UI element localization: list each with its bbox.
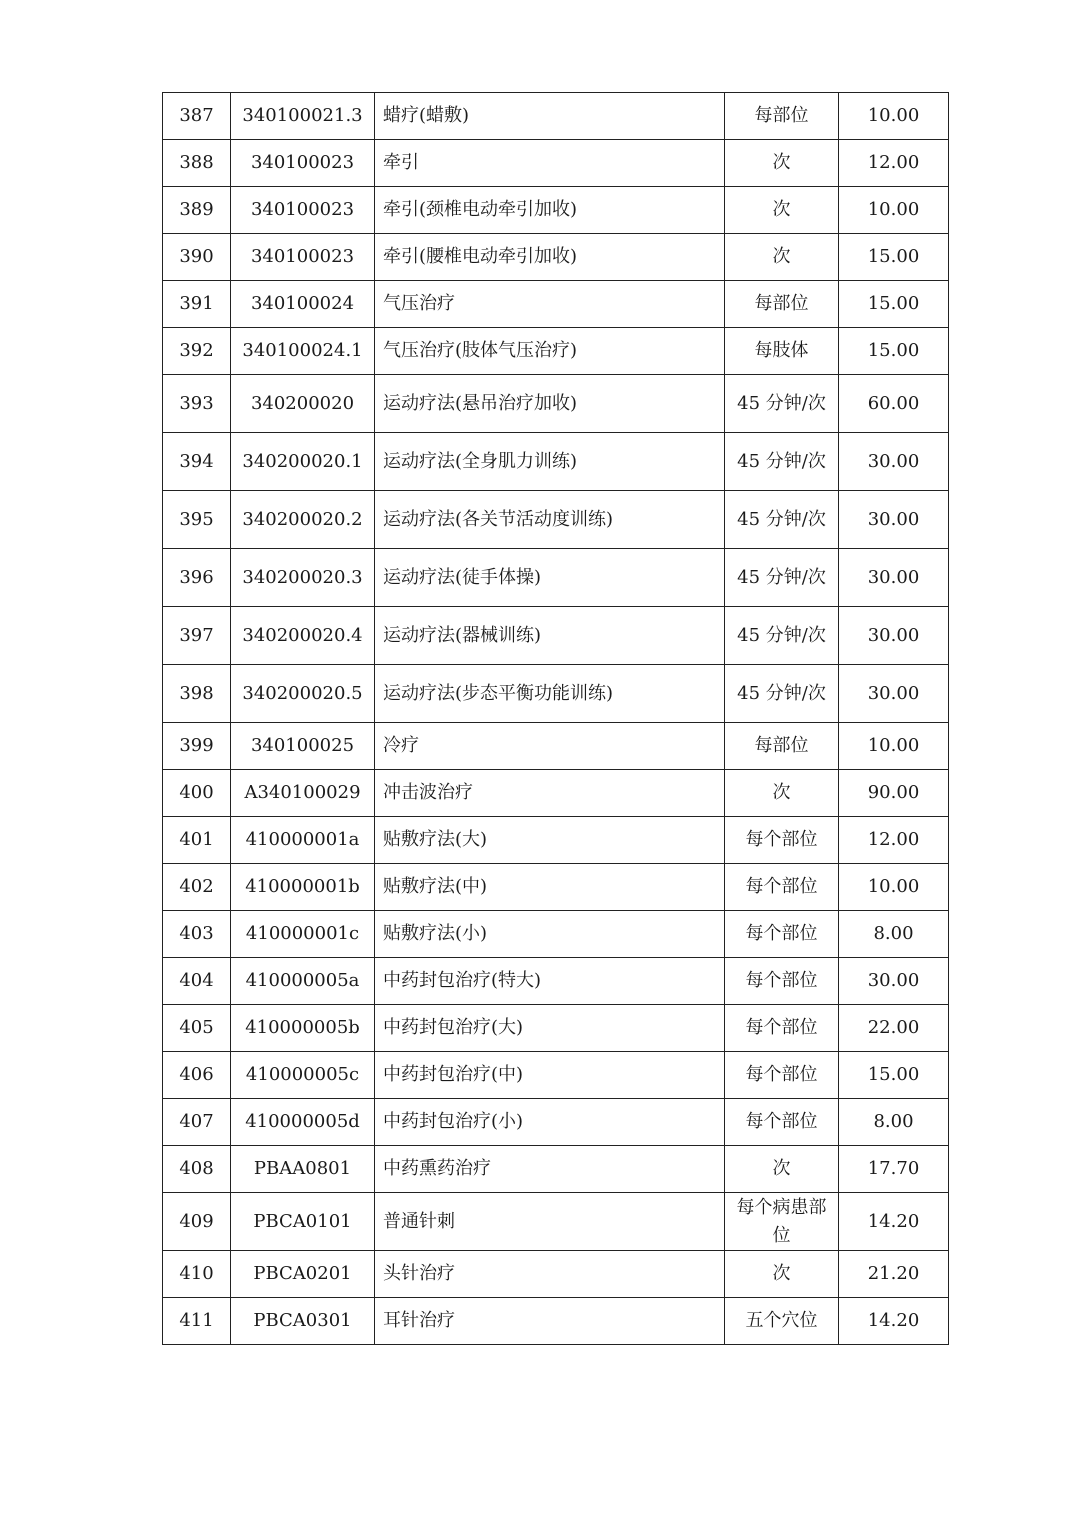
item-code: 410000005a — [231, 958, 375, 1005]
unit: 45 分钟/次 — [725, 491, 839, 549]
price: 15.00 — [839, 281, 949, 328]
row-number: 403 — [163, 911, 231, 958]
item-name: 贴敷疗法(大) — [375, 817, 725, 864]
price: 8.00 — [839, 1099, 949, 1146]
item-code: 340100023 — [231, 187, 375, 234]
row-number: 408 — [163, 1146, 231, 1193]
row-number: 410 — [163, 1251, 231, 1298]
table-row — [163, 549, 949, 607]
item-code: 340100025 — [231, 723, 375, 770]
item-name: 运动疗法(步态平衡功能训练) — [375, 665, 725, 723]
row-number: 392 — [163, 328, 231, 375]
item-name: 贴敷疗法(小) — [375, 911, 725, 958]
unit: 每个部位 — [725, 817, 839, 864]
price: 15.00 — [839, 328, 949, 375]
unit: 次 — [725, 140, 839, 187]
item-code: 410000005c — [231, 1052, 375, 1099]
row-number: 388 — [163, 140, 231, 187]
row-number: 401 — [163, 817, 231, 864]
row-number: 404 — [163, 958, 231, 1005]
item-name: 头针治疗 — [375, 1251, 725, 1298]
item-code: PBCA0101 — [231, 1193, 375, 1251]
item-code: A340100029 — [231, 770, 375, 817]
price: 17.70 — [839, 1146, 949, 1193]
table-row — [163, 140, 949, 187]
unit: 每个部位 — [725, 1052, 839, 1099]
price: 30.00 — [839, 491, 949, 549]
item-code: 340200020.3 — [231, 549, 375, 607]
item-name: 耳针治疗 — [375, 1298, 725, 1345]
fee-schedule-table — [162, 92, 949, 1345]
price: 30.00 — [839, 607, 949, 665]
table-row — [163, 864, 949, 911]
table-body — [163, 93, 949, 1345]
price: 90.00 — [839, 770, 949, 817]
table-row — [163, 375, 949, 433]
table-row — [163, 1005, 949, 1052]
row-number: 387 — [163, 93, 231, 140]
price: 14.20 — [839, 1298, 949, 1345]
table-row — [163, 1146, 949, 1193]
row-number: 406 — [163, 1052, 231, 1099]
price: 10.00 — [839, 187, 949, 234]
item-name: 牵引 — [375, 140, 725, 187]
unit: 次 — [725, 1146, 839, 1193]
row-number: 402 — [163, 864, 231, 911]
table-row — [163, 958, 949, 1005]
item-code: PBAA0801 — [231, 1146, 375, 1193]
item-code: 340100021.3 — [231, 93, 375, 140]
table-row — [163, 1099, 949, 1146]
table-row — [163, 433, 949, 491]
item-code: 340100023 — [231, 140, 375, 187]
item-code: PBCA0301 — [231, 1298, 375, 1345]
table-row — [163, 770, 949, 817]
item-code: 340100024.1 — [231, 328, 375, 375]
item-name: 运动疗法(全身肌力训练) — [375, 433, 725, 491]
unit: 次 — [725, 770, 839, 817]
item-name: 气压治疗(肢体气压治疗) — [375, 328, 725, 375]
unit: 五个穴位 — [725, 1298, 839, 1345]
item-code: 340200020 — [231, 375, 375, 433]
item-code: 340100024 — [231, 281, 375, 328]
item-name: 牵引(颈椎电动牵引加收) — [375, 187, 725, 234]
item-code: 340100023 — [231, 234, 375, 281]
price: 10.00 — [839, 93, 949, 140]
item-code: 410000001b — [231, 864, 375, 911]
row-number: 405 — [163, 1005, 231, 1052]
price: 8.00 — [839, 911, 949, 958]
item-code: 340200020.5 — [231, 665, 375, 723]
item-name: 牵引(腰椎电动牵引加收) — [375, 234, 725, 281]
price: 30.00 — [839, 433, 949, 491]
item-name: 运动疗法(徒手体操) — [375, 549, 725, 607]
table-row — [163, 93, 949, 140]
table-row — [163, 911, 949, 958]
row-number: 390 — [163, 234, 231, 281]
row-number: 398 — [163, 665, 231, 723]
row-number: 396 — [163, 549, 231, 607]
price: 22.00 — [839, 1005, 949, 1052]
item-name: 运动疗法(各关节活动度训练) — [375, 491, 725, 549]
item-code: 410000001c — [231, 911, 375, 958]
unit: 45 分钟/次 — [725, 665, 839, 723]
price: 15.00 — [839, 1052, 949, 1099]
item-name: 蜡疗(蜡敷) — [375, 93, 725, 140]
row-number: 400 — [163, 770, 231, 817]
table-row — [163, 491, 949, 549]
table-row — [163, 1251, 949, 1298]
table-row — [163, 723, 949, 770]
item-name: 中药封包治疗(大) — [375, 1005, 725, 1052]
row-number: 397 — [163, 607, 231, 665]
item-code: PBCA0201 — [231, 1251, 375, 1298]
price: 60.00 — [839, 375, 949, 433]
item-name: 气压治疗 — [375, 281, 725, 328]
unit: 每个部位 — [725, 864, 839, 911]
item-code: 340200020.2 — [231, 491, 375, 549]
unit: 45 分钟/次 — [725, 607, 839, 665]
unit: 每部位 — [725, 281, 839, 328]
price: 30.00 — [839, 665, 949, 723]
unit: 次 — [725, 187, 839, 234]
price: 21.20 — [839, 1251, 949, 1298]
item-name: 贴敷疗法(中) — [375, 864, 725, 911]
table-row — [163, 1193, 949, 1251]
unit: 每部位 — [725, 93, 839, 140]
price: 10.00 — [839, 723, 949, 770]
unit: 每部位 — [725, 723, 839, 770]
item-name: 中药封包治疗(小) — [375, 1099, 725, 1146]
price: 15.00 — [839, 234, 949, 281]
row-number: 411 — [163, 1298, 231, 1345]
table-row — [163, 187, 949, 234]
row-number: 395 — [163, 491, 231, 549]
row-number: 399 — [163, 723, 231, 770]
table-row — [163, 665, 949, 723]
row-number: 409 — [163, 1193, 231, 1251]
item-code: 410000005b — [231, 1005, 375, 1052]
row-number: 407 — [163, 1099, 231, 1146]
price: 10.00 — [839, 864, 949, 911]
price: 14.20 — [839, 1193, 949, 1251]
unit: 次 — [725, 1251, 839, 1298]
price: 12.00 — [839, 817, 949, 864]
price: 30.00 — [839, 958, 949, 1005]
unit: 每个部位 — [725, 1005, 839, 1052]
item-code: 340200020.4 — [231, 607, 375, 665]
table-row — [163, 817, 949, 864]
row-number: 391 — [163, 281, 231, 328]
table-row — [163, 328, 949, 375]
item-code: 410000005d — [231, 1099, 375, 1146]
unit: 45 分钟/次 — [725, 375, 839, 433]
item-name: 中药封包治疗(中) — [375, 1052, 725, 1099]
table-row — [163, 607, 949, 665]
table-row — [163, 281, 949, 328]
item-name: 冷疗 — [375, 723, 725, 770]
item-name: 运动疗法(器械训练) — [375, 607, 725, 665]
unit: 每肢体 — [725, 328, 839, 375]
table-row — [163, 1052, 949, 1099]
price: 30.00 — [839, 549, 949, 607]
item-code: 340200020.1 — [231, 433, 375, 491]
table-row — [163, 1298, 949, 1345]
unit: 次 — [725, 234, 839, 281]
table-row — [163, 234, 949, 281]
item-name: 普通针刺 — [375, 1193, 725, 1251]
unit: 每个部位 — [725, 911, 839, 958]
unit: 每个部位 — [725, 958, 839, 1005]
unit: 45 分钟/次 — [725, 433, 839, 491]
unit: 每个部位 — [725, 1099, 839, 1146]
price: 12.00 — [839, 140, 949, 187]
item-name: 中药封包治疗(特大) — [375, 958, 725, 1005]
row-number: 394 — [163, 433, 231, 491]
item-code: 410000001a — [231, 817, 375, 864]
row-number: 393 — [163, 375, 231, 433]
unit: 45 分钟/次 — [725, 549, 839, 607]
unit: 每个病患部位 — [725, 1193, 839, 1251]
item-name: 中药熏药治疗 — [375, 1146, 725, 1193]
row-number: 389 — [163, 187, 231, 234]
item-name: 运动疗法(悬吊治疗加收) — [375, 375, 725, 433]
item-name: 冲击波治疗 — [375, 770, 725, 817]
